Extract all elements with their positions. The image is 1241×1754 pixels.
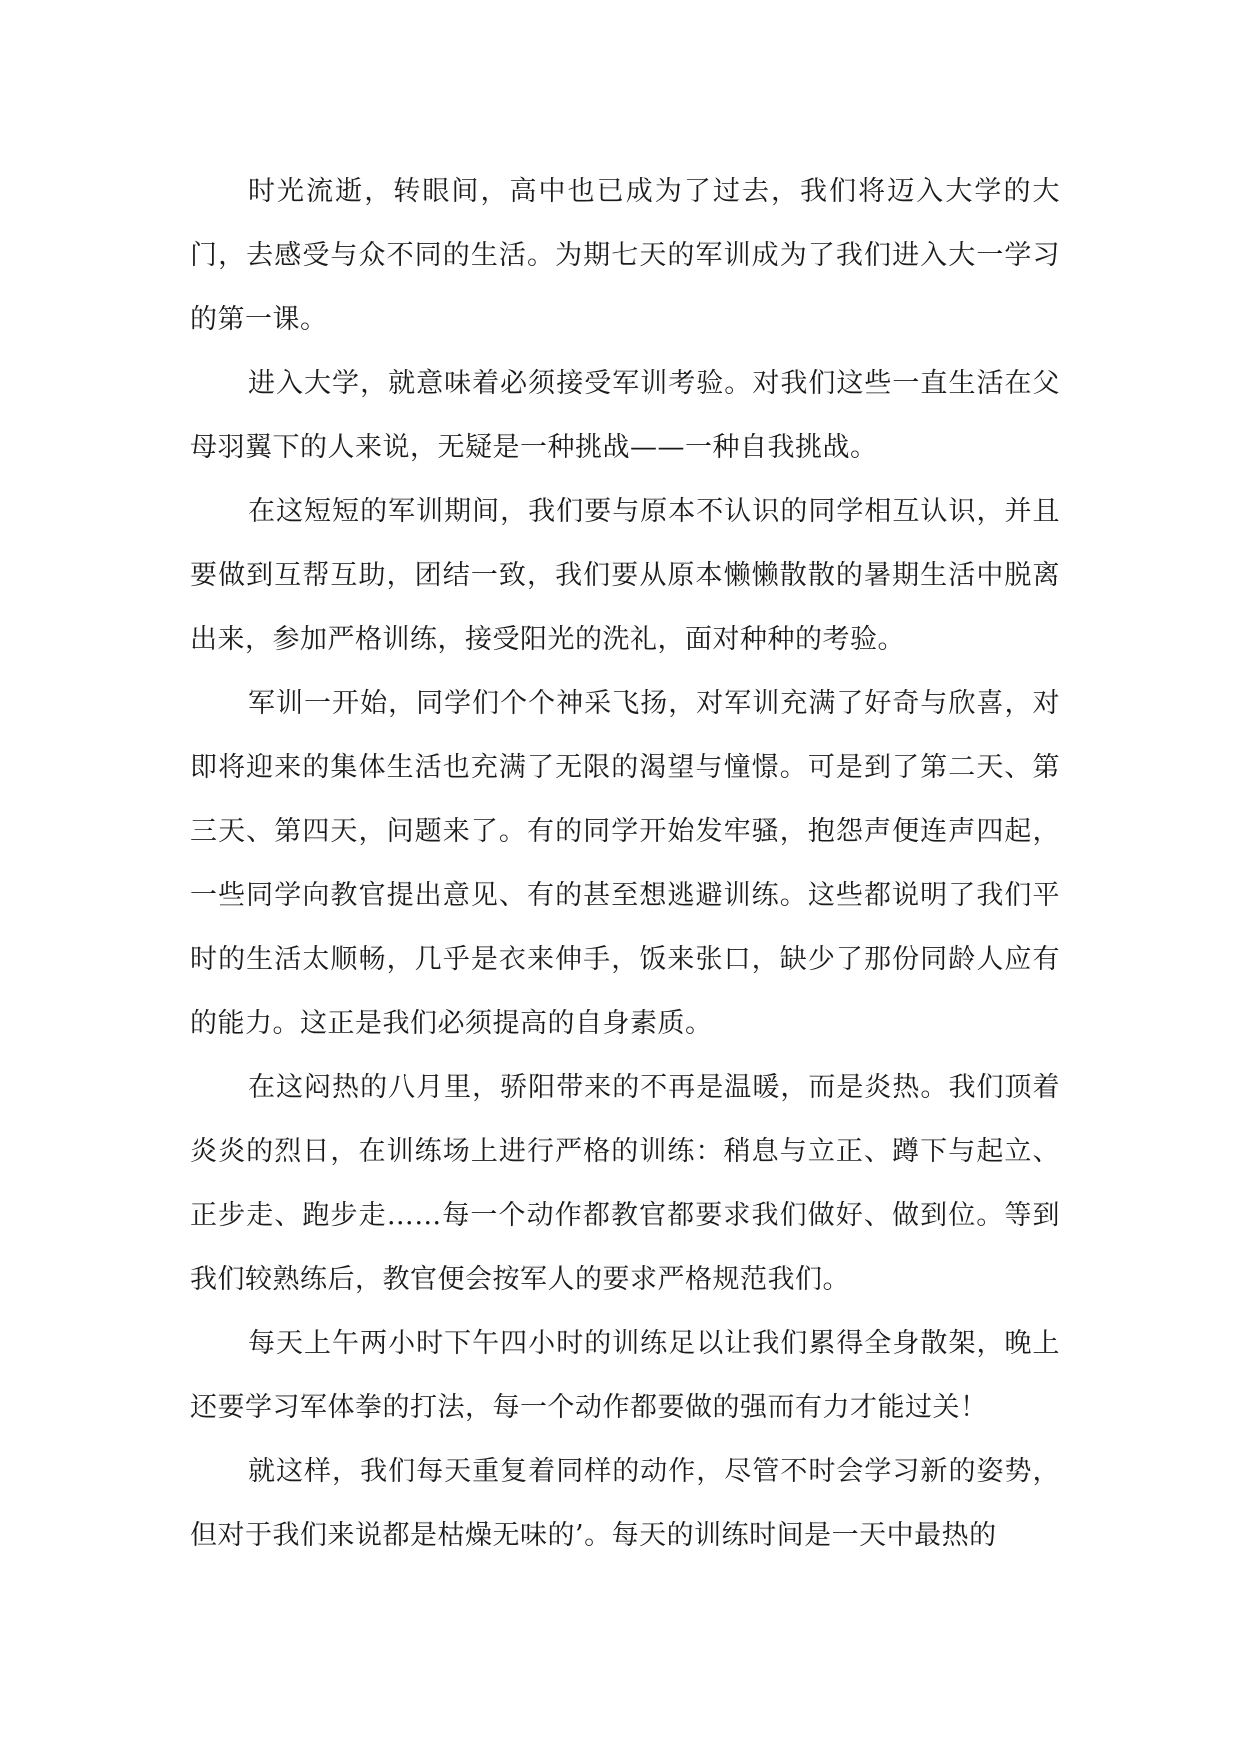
paragraph-7: 就这样，我们每天重复着同样的动作，尽管不时会学习新的姿势，但对于我们来说都是枯燥无味的’。每天的训练时间是一天中最热的 bbox=[190, 1456, 1060, 1551]
paragraph-3: 在这短短的军训期间，我们要与原本不认识的同学相互认识，并且要做到互帮互助，团结一致，我们要从原本懒懒散散的暑期生活中脱离出来，参加严格训练，接受阳光的洗礼，面对种种的考验。 bbox=[190, 496, 1060, 655]
paragraph-1: 时光流逝，转眼间，高中也已成为了过去，我们将迈入大学的大门，去感受与众不同的生活。为期七天的军训成为了我们进入大一学习的第一课。 bbox=[190, 176, 1060, 335]
paragraph-5: 在这闷热的八月里，骄阳带来的不再是温暖，而是炎热。我们顶着炎炎的烈日，在训练场上进行严格的训练：稍息与立正、蹲下与起立、正步走、跑步走……每一个动作都教官都要求我们做好、做到位。等到我们较熟练后，教官便会按军人的要求严格规范我们。 bbox=[190, 1072, 1060, 1295]
paragraph-6: 每天上午两小时下午四小时的训练足以让我们累得全身散架，晚上还要学习军体拳的打法，每一个动作都要做的强而有力才能过关！ bbox=[190, 1328, 1060, 1423]
paragraph-4: 军训一开始，同学们个个神采飞扬，对军训充满了好奇与欣喜，对即将迎来的集体生活也充满了无限的渴望与憧憬。可是到了第二天、第三天、第四天，问题来了。有的同学开始发牢骚，抱怨声便连声四起，一些同学向教官提出意见、有的甚至想逃避训练。这些都说明了我们平时的生活太顺畅，几乎是衣来伸手，饭来张口，缺少了那份同龄人应有的能力。这正是我们必须提高的自身素质。 bbox=[190, 688, 1060, 1039]
document-body bbox=[190, 160, 1060, 1568]
paragraph-2: 进入大学，就意味着必须接受军训考验。对我们这些一直生活在父母羽翼下的人来说，无疑是一种挑战——一种自我挑战。 bbox=[190, 368, 1060, 463]
